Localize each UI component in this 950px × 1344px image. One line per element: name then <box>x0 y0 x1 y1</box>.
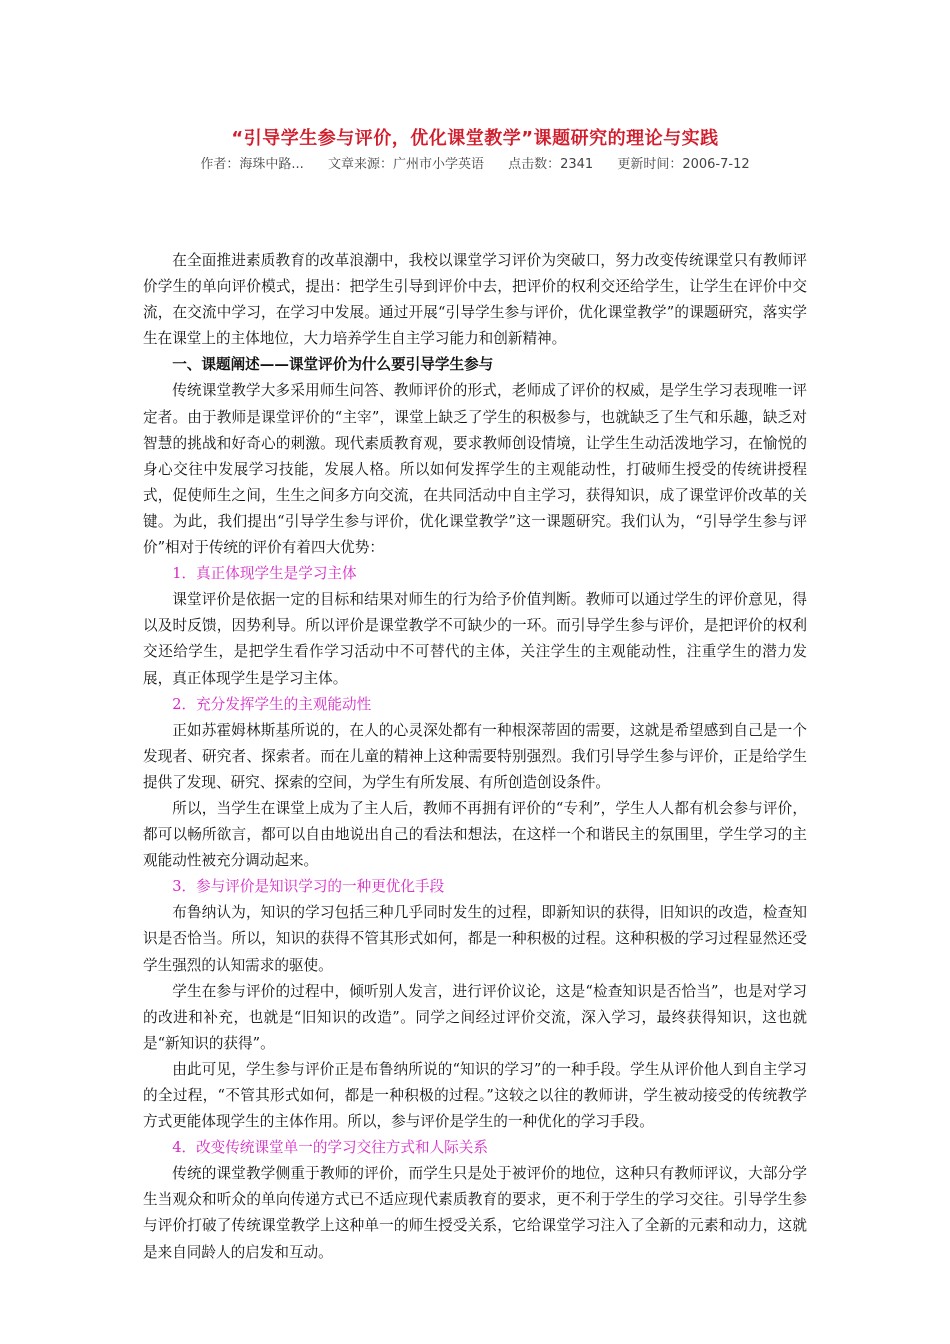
section-heading: 一、课题阐述——课堂评价为什么要引导学生参与 <box>172 356 494 374</box>
subsection-heading: 2．充分发挥学生的主观能动性 <box>172 695 372 713</box>
subsection-heading: 4．改变传统课堂单一的学习交往方式和人际关系 <box>172 1139 488 1157</box>
body-paragraph: 学生在参与评价的过程中，倾听别人发言，进行评价议论，这是“检查知识是否恰当”，也是对学习的改进和补充，也就是“旧知识的改造”。同学之间经过评价交流，深入学习，最终获得知识，这也就是“新知识的获得”。 <box>143 982 807 1052</box>
body-paragraph: 布鲁纳认为，知识的学习包括三种几乎同时发生的过程，即新知识的获得，旧知识的改造，检查知识是否恰当。所以，知识的获得不管其形式如何，都是一种积极的过程。这种积极的学习过程显然还受学生强烈的认知需求的驱使。 <box>143 904 807 974</box>
body-paragraph: 由此可见，学生参与评价正是布鲁纳所说的“知识的学习”的一种手段。学生从评价他人到自主学习的全过程，“不管其形式如何，都是一种积极的过程。”这较之以往的教师讲，学生被动接受的传统教学方式更能体现学生的主体作用。所以，参与评价是学生的一种优化的学习手段。 <box>143 1060 807 1131</box>
meta-updated: 更新时间：2006-7-12 <box>617 157 750 172</box>
body-paragraph: 传统课堂教学大多采用师生问答、教师评价的形式，老师成了评价的权威，是学生学习表现唯一评定者。由于教师是课堂评价的“主宰”，课堂上缺乏了学生的积极参与，也就缺乏了生气和乐趣，缺乏对智慧的挑战和好奇心的刺激。现代素质教育观，要求教师创设情境，让学生生动活泼地学习，在愉悦的身心交往中发展学习技能，发展人格。所以如何发挥学生的主观能动性，打破师生授受的传统讲授程式，促使师生之间，生生之间多方向交流，在共同活动中自主学习，获得知识，成了课堂评价改革的关键。为此，我们提出“引导学生参与评价，优化课堂教学”这一课题研究。我们认为，“引导学生参与评价”相对于传统的评价有着四大优势： <box>143 382 807 557</box>
body-paragraph: 正如苏霍姆林斯基所说的，在人的心灵深处都有一种根深蒂固的需要，这就是希望感到自己是一个发现者、研究者、探索者。而在儿童的精神上这种需要特别强烈。我们引导学生参与评价，正是给学生提供了发现、研究、探索的空间，为学生有所发展、有所创造创设条件。 <box>143 721 807 791</box>
subsection-heading: 3．参与评价是知识学习的一种更优化手段 <box>172 878 445 896</box>
meta-source: 文章来源：广州市小学英语 <box>327 157 484 172</box>
meta-clicks: 点击数：2341 <box>508 157 594 172</box>
article-body <box>143 248 807 1266</box>
article-meta <box>0 153 950 172</box>
meta-author: 作者：海珠中路... <box>200 157 304 172</box>
subsection-heading: 1．真正体现学生是学习主体 <box>172 565 357 583</box>
body-paragraph: 在全面推进素质教育的改革浪潮中，我校以课堂学习评价为突破口，努力改变传统课堂只有教师评价学生的单向评价模式，提出：把学生引导到评价中去，把评价的权利交还给学生，让学生在评价中交流，在交流中学习，在学习中发展。通过开展“引导学生参与评价，优化课堂教学”的课题研究，落实学生在课堂上的主体地位，大力培养学生自主学习能力和创新精神。 <box>143 252 807 348</box>
body-paragraph: 传统的课堂教学侧重于教师的评价，而学生只是处于被评价的地位，这种只有教师评议，大部分学生当观众和听众的单向传递方式已不适应现代素质教育的要求，更不利于学生的学习交往。引导学生参与评价打破了传统课堂教学上这种单一的师生授受关系，它给课堂学习注入了全新的元素和动力，这就是来自同龄人的启发和互动。 <box>143 1165 807 1261</box>
body-paragraph: 所以，当学生在课堂上成为了主人后，教师不再拥有评价的“专利”，学生人人都有机会参与评价，都可以畅所欲言，都可以自由地说出自己的看法和想法，在这样一个和谐民主的氛围里，学生学习的主观能动性被充分调动起来。 <box>143 799 807 870</box>
article-title: “引导学生参与评价，优化课堂教学”课题研究的理论与实践 <box>231 128 719 149</box>
body-paragraph: 课堂评价是依据一定的目标和结果对师生的行为给予价值判断。教师可以通过学生的评价意见，得以及时反馈，因势利导。所以评价是课堂教学不可缺少的一环。而引导学生参与评价，是把评价的权利交还给学生，是把学生看作学习活动中不可替代的主体，关注学生的主观能动性，注重学生的潜力发展，真正体现学生是学习主体。 <box>143 591 807 687</box>
